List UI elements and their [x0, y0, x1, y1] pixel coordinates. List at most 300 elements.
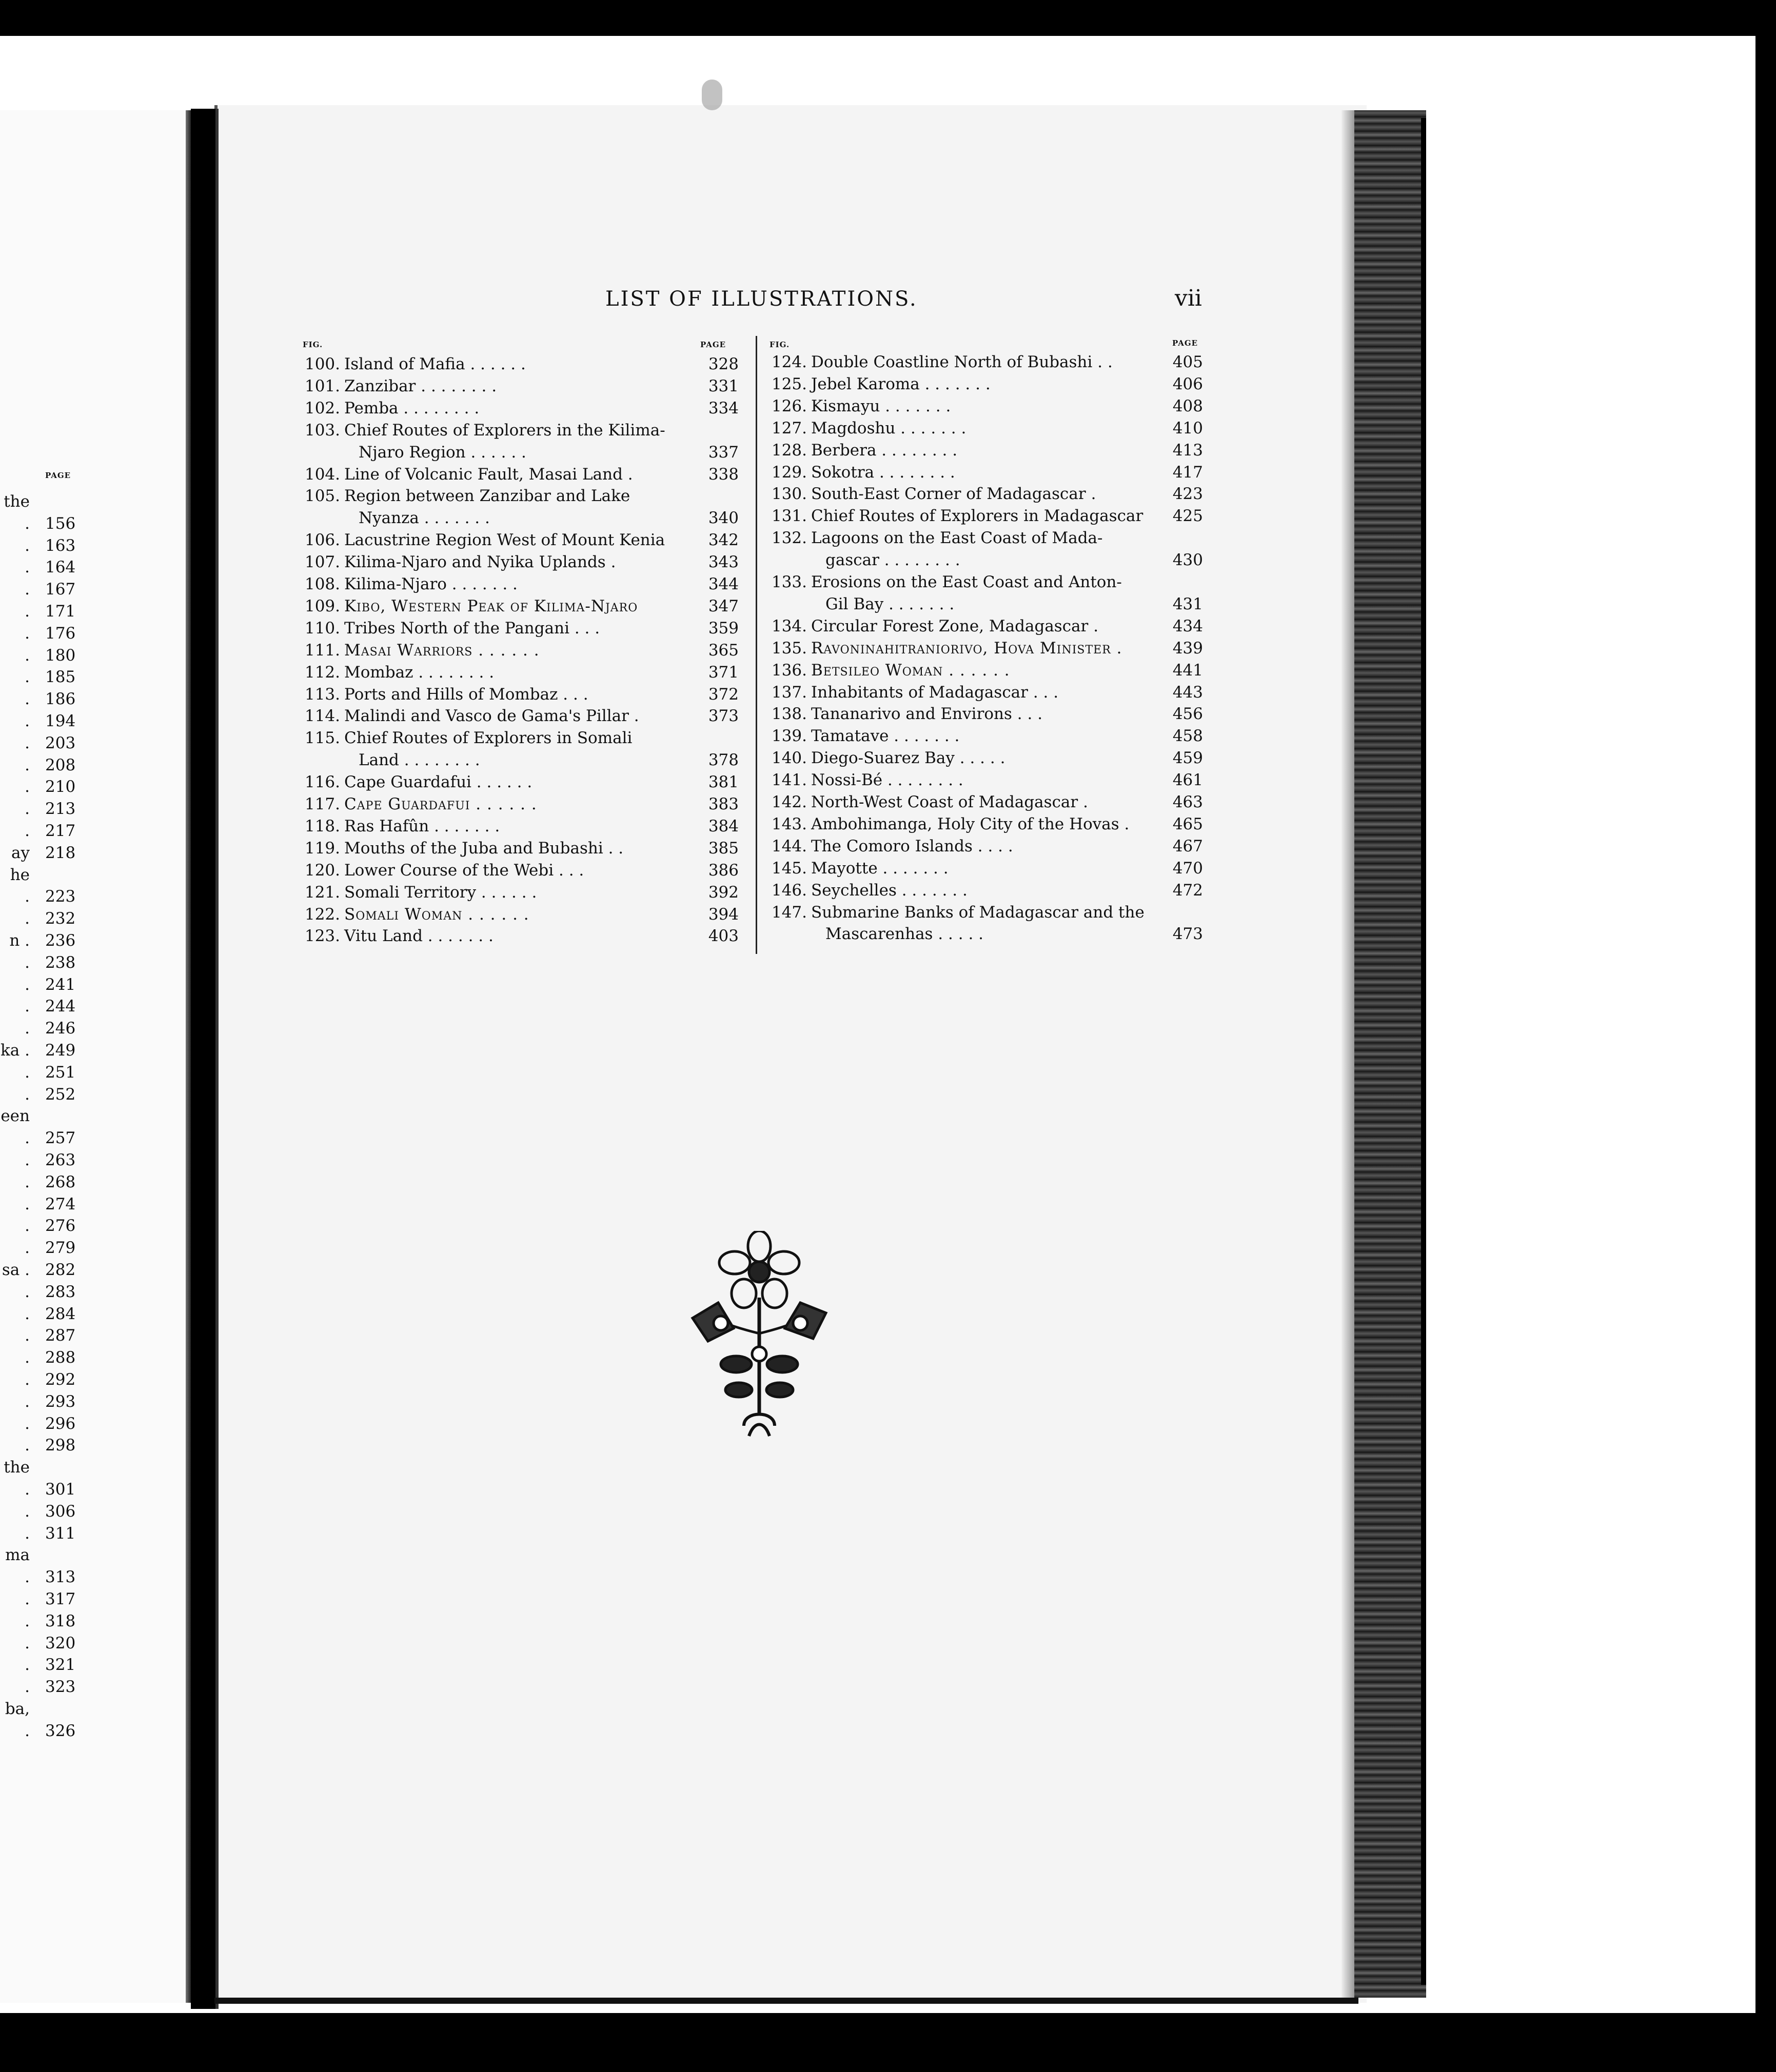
page-reference: 467 — [1172, 836, 1203, 855]
illustration-title: Line of Volcanic Fault, Masai Land . — [344, 465, 633, 484]
left-fragment-row-page: 217 — [45, 822, 76, 840]
illustration-entry — [300, 905, 739, 927]
left-fragment-row-page: 279 — [45, 1239, 76, 1258]
illustration-title: Ports and Hills of Mombaz . . . — [344, 685, 588, 704]
illustration-title: Inhabitants of Madagascar . . . — [811, 683, 1059, 702]
page-reference: 337 — [708, 443, 739, 462]
illustration-entry — [767, 463, 1203, 485]
figure-number: 145. — [771, 859, 807, 878]
illustration-title: Chief Routes of Explorers in Madagascar — [811, 507, 1143, 526]
figure-number: 120. — [304, 861, 340, 880]
illustration-entry — [767, 705, 1203, 726]
illustration-title: Pemba . . . . . . . . — [344, 399, 480, 417]
left-fragment-row-text: . — [25, 602, 30, 621]
figure-number: 144. — [771, 836, 807, 855]
illustration-title: Submarine Banks of Madagascar and the — [811, 903, 1144, 922]
figure-number: 104. — [304, 465, 340, 484]
illustration-title: Chief Routes of Explorers in Somali — [344, 729, 633, 748]
illustration-entry — [767, 397, 1203, 419]
left-fragment-row-text: the — [4, 1458, 30, 1477]
figure-number: 113. — [304, 685, 340, 704]
book-spine — [191, 109, 219, 2009]
figure-number: 126. — [771, 396, 807, 415]
page-reference: 430 — [1172, 551, 1203, 570]
illustration-title: Somali Woman . . . . . . — [344, 905, 529, 924]
left-fragment-row-text: n . — [9, 931, 30, 950]
left-fragment-row-page: 163 — [45, 536, 76, 555]
illustration-entry — [767, 617, 1203, 639]
illustration-title: Ravoninahitraniorivo, Hova Minister . — [811, 639, 1122, 658]
page-reference: 344 — [708, 575, 739, 593]
page-reference: 340 — [708, 509, 739, 528]
left-fragment-row-text: . — [25, 953, 30, 972]
figure-number: 122. — [304, 905, 340, 924]
column-divider — [756, 336, 757, 954]
figure-number: 124. — [771, 353, 807, 371]
illustration-entry — [300, 443, 739, 465]
illustration-entry — [300, 641, 739, 663]
figure-number: 142. — [771, 793, 807, 811]
page-reference: 406 — [1172, 374, 1203, 393]
left-fragment-row-page: 292 — [45, 1370, 76, 1389]
page-reference: 423 — [1172, 485, 1203, 504]
left-fragment-row-page: 210 — [45, 778, 76, 796]
figure-number: 102. — [304, 399, 340, 417]
left-fragment-row-text: een — [1, 1107, 30, 1126]
figure-number: 143. — [771, 814, 807, 833]
page-reference: 473 — [1172, 925, 1203, 944]
illustration-title: Malindi and Vasco de Gama's Pillar . — [344, 707, 639, 726]
figure-number: 121. — [304, 883, 340, 902]
illustration-entry — [300, 817, 739, 839]
left-fragment-row-text: . — [25, 1085, 30, 1104]
left-fragment-row-page: 288 — [45, 1348, 76, 1367]
left-fragment-row-page: 283 — [45, 1282, 76, 1301]
scan-border-top — [0, 0, 1776, 36]
left-fragment-row-text: . — [25, 1217, 30, 1236]
illustration-entry — [300, 773, 739, 794]
page-reference: 413 — [1172, 441, 1203, 460]
left-fragment-row-text: . — [25, 690, 30, 709]
figure-number: 117. — [304, 795, 340, 813]
illustration-entry — [767, 639, 1203, 661]
page-reference: 403 — [708, 927, 739, 946]
illustration-entry — [300, 927, 739, 948]
illustration-entry — [767, 551, 1203, 572]
figure-number: 106. — [304, 531, 340, 550]
left-fragment-row-page: 317 — [45, 1590, 76, 1608]
left-fragment-row-text: he — [10, 865, 30, 884]
illustration-entry — [767, 925, 1203, 946]
illustration-title: Kilima-Njaro . . . . . . . — [344, 575, 518, 593]
scan-border-bottom — [0, 2013, 1776, 2072]
left-fragment-page-header: PAGE — [45, 471, 71, 480]
illustration-title: Seychelles . . . . . . . — [811, 881, 968, 900]
left-fragment-row-text: . — [25, 1239, 30, 1258]
illustration-title: Berbera . . . . . . . . — [811, 441, 958, 460]
page-reference: 331 — [708, 376, 739, 395]
page-reference: 463 — [1172, 793, 1203, 811]
left-fragment-row-page: 298 — [45, 1436, 76, 1455]
page-reference: 434 — [1172, 616, 1203, 635]
illustration-title: Nyanza . . . . . . . — [359, 509, 490, 528]
illustration-title: Betsileo Woman . . . . . . — [811, 661, 1010, 680]
left-fragment-row-page: 203 — [45, 733, 76, 752]
left-fragment-row-page: 238 — [45, 953, 76, 972]
illustration-entry — [767, 419, 1203, 441]
left-fragment-row-text: . — [25, 1436, 30, 1455]
left-fragment-row-page: 213 — [45, 800, 76, 819]
left-fragment-row-page: 306 — [45, 1502, 76, 1521]
illustration-title: Magdoshu . . . . . . . — [811, 419, 966, 437]
left-fragment-row-text: . — [25, 997, 30, 1016]
scan-border-right — [1755, 0, 1776, 2072]
illustration-entry — [767, 353, 1203, 374]
page-reference: 347 — [708, 596, 739, 615]
illustration-title: gascar . . . . . . . . — [825, 551, 960, 570]
figure-number: 112. — [304, 663, 340, 682]
page-reference: 383 — [708, 795, 739, 813]
left-fragment-row-page: 156 — [45, 514, 76, 533]
illustration-entry — [767, 793, 1203, 814]
left-fragment-row-page: 246 — [45, 1019, 76, 1038]
left-fragment-row-text: . — [25, 514, 30, 533]
figure-number: 136. — [771, 661, 807, 680]
illustration-title: Vitu Land . . . . . . . — [344, 927, 494, 946]
illustration-entry — [767, 903, 1203, 925]
figure-number: 134. — [771, 616, 807, 635]
illustration-entry — [767, 727, 1203, 748]
illustration-title: South-East Corner of Madagascar . — [811, 485, 1096, 504]
illustration-entry — [767, 837, 1203, 859]
figure-number: 111. — [304, 641, 340, 660]
illustration-entry — [300, 751, 739, 772]
left-fragment-row-text: . — [25, 778, 30, 796]
left-fragment-row-page: 185 — [45, 668, 76, 687]
illustration-title: Zanzibar . . . . . . . . — [344, 376, 497, 395]
illustration-entry — [300, 575, 739, 596]
illustration-entry — [300, 399, 739, 421]
left-fragment-row-text: . — [25, 1611, 30, 1630]
left-fragment-row-text: . — [25, 1129, 30, 1148]
left-fragment-row-text: . — [25, 1348, 30, 1367]
left-fragment-row-page: 318 — [45, 1611, 76, 1630]
illustration-entry — [300, 883, 739, 905]
left-fragment-row-text: ma — [5, 1546, 30, 1565]
figure-number: 128. — [771, 441, 807, 460]
illustration-entry — [300, 377, 739, 399]
figure-number: 108. — [304, 575, 340, 593]
left-fragment-row-page: 249 — [45, 1041, 76, 1060]
left-fragment-row-text: ay — [11, 843, 30, 862]
illustration-entry — [300, 685, 739, 707]
illustration-entry — [767, 485, 1203, 506]
left-fragment-row-page: 268 — [45, 1172, 76, 1191]
illustration-title: Erosions on the East Coast and Anton- — [811, 573, 1122, 591]
illustration-entry — [300, 795, 739, 816]
illustration-entry — [300, 619, 739, 641]
illustration-title: Land . . . . . . . . — [359, 751, 480, 770]
page-reference: 472 — [1172, 881, 1203, 900]
left-fragment-row-text: . — [25, 1326, 30, 1345]
illustration-entry — [300, 553, 739, 574]
figure-number: 132. — [771, 529, 807, 548]
illustration-entry — [300, 597, 739, 619]
page-reference: 342 — [708, 531, 739, 550]
page-reference: 378 — [708, 751, 739, 770]
left-fragment-row-text: . — [25, 624, 30, 643]
illustration-title: Njaro Region . . . . . . — [359, 443, 526, 462]
figure-number: 130. — [771, 485, 807, 504]
left-fragment-row-page: 180 — [45, 646, 76, 665]
illustration-title: Tamatave . . . . . . . — [811, 727, 960, 746]
illustration-title: North-West Coast of Madagascar . — [811, 793, 1088, 811]
illustration-entry — [767, 815, 1203, 836]
left-fragment-row-text: . — [25, 755, 30, 774]
illustration-entry — [767, 529, 1203, 550]
illustration-title: Sokotra . . . . . . . . — [811, 463, 955, 482]
left-fragment-row-text: . — [25, 1019, 30, 1038]
figure-number: 119. — [304, 839, 340, 858]
left-fragment-row-page: 232 — [45, 909, 76, 928]
figure-number: 137. — [771, 683, 807, 702]
illustration-entry — [300, 421, 739, 443]
right-column-fig-header: FIG. — [769, 340, 790, 349]
running-title: LIST OF ILLUSTRATIONS. — [605, 287, 918, 311]
illustration-title: Cape Guardafui . . . . . . — [344, 773, 532, 792]
page-reference: 328 — [708, 355, 739, 373]
illustration-title: Island of Mafia . . . . . . — [344, 355, 526, 373]
illustration-title: Lacustrine Region West of Mount Kenia — [344, 531, 665, 550]
left-column-page-header: PAGE — [700, 340, 726, 349]
scan-smudge — [702, 79, 722, 110]
page-reference: 394 — [708, 905, 739, 924]
left-fragment-row-page: 176 — [45, 624, 76, 643]
illustration-title: Masai Warriors . . . . . . — [344, 641, 540, 660]
figure-number: 103. — [304, 421, 340, 440]
page-reference: 459 — [1172, 749, 1203, 768]
illustration-entry — [300, 861, 739, 883]
left-fragment-row-text: ka . — [1, 1041, 30, 1060]
left-fragment-row-text: . — [25, 887, 30, 906]
left-fragment-row-text: . — [25, 800, 30, 819]
left-fragment-row-text: ba, — [5, 1700, 30, 1718]
left-fragment-row-text: . — [25, 1172, 30, 1191]
left-fragment-row-page: 263 — [45, 1151, 76, 1169]
left-fragment-row-text: . — [25, 975, 30, 994]
left-fragment-row-page: 241 — [45, 975, 76, 994]
page-reference: 410 — [1172, 419, 1203, 437]
left-fragment-row-page: 252 — [45, 1085, 76, 1104]
page-reference: 386 — [708, 861, 739, 880]
figure-number: 116. — [304, 773, 340, 792]
illustration-entry — [767, 573, 1203, 594]
left-fragment-row-text: . — [25, 1282, 30, 1301]
page-reference: 456 — [1172, 705, 1203, 724]
illustration-entry — [767, 507, 1203, 528]
figure-number: 109. — [304, 596, 340, 615]
figure-number: 105. — [304, 487, 340, 506]
illustration-title: Mouths of the Juba and Bubashi . . — [344, 839, 624, 858]
left-fragment-row-page: 313 — [45, 1568, 76, 1587]
illustration-title: Cape Guardafui . . . . . . — [344, 795, 537, 813]
page-reference: 465 — [1172, 814, 1203, 833]
illustration-title: Mayotte . . . . . . . — [811, 859, 949, 878]
left-fragment-row-text: . — [25, 1678, 30, 1697]
illustration-entry — [300, 707, 739, 728]
figure-number: 147. — [771, 903, 807, 922]
left-fragment-row-page: 326 — [45, 1721, 76, 1740]
left-fragment-row-page: 311 — [45, 1524, 76, 1543]
left-fragment-row-text: . — [25, 1304, 30, 1323]
left-fragment-row-page: 208 — [45, 755, 76, 774]
left-fragment-row-page: 284 — [45, 1304, 76, 1323]
illustration-entry — [300, 509, 739, 530]
illustration-entry — [767, 375, 1203, 396]
left-fragment-row-page: 244 — [45, 997, 76, 1016]
page-reference: 441 — [1172, 661, 1203, 680]
figure-number: 125. — [771, 374, 807, 393]
left-column-fig-header: FIG. — [303, 340, 323, 349]
illustration-title: Double Coastline North of Bubashi . . — [811, 353, 1113, 371]
page-reference: 439 — [1172, 639, 1203, 658]
page-reference: 461 — [1172, 771, 1203, 790]
illustration-title: Lower Course of the Webi . . . — [344, 861, 584, 880]
figure-number: 129. — [771, 463, 807, 482]
illustration-title: Gil Bay . . . . . . . — [825, 594, 955, 613]
left-fragment-row-text: . — [25, 1414, 30, 1433]
page-reference: 359 — [708, 619, 739, 637]
page-reference: 405 — [1172, 353, 1203, 371]
illustration-title: The Comoro Islands . . . . — [811, 836, 1013, 855]
left-fragment-row-text: . — [25, 1633, 30, 1652]
right-column-page-header: PAGE — [1172, 338, 1198, 348]
left-fragment-row-text: . — [25, 1480, 30, 1499]
illustration-title: Ras Hafûn . . . . . . . — [344, 816, 500, 835]
left-fragment-row-page: 223 — [45, 887, 76, 906]
left-fragment-row-page: 257 — [45, 1129, 76, 1148]
page-reference: 417 — [1172, 463, 1203, 482]
page-reference: 392 — [708, 883, 739, 902]
page-stack-edge — [1354, 110, 1426, 1998]
illustration-title: Jebel Karoma . . . . . . . — [811, 374, 991, 393]
left-fragment-row-page: 167 — [45, 580, 76, 599]
left-fragment-row-page: 164 — [45, 558, 76, 577]
figure-number: 118. — [304, 816, 340, 835]
page-reference: 425 — [1172, 507, 1203, 526]
left-fragment-row-page: 236 — [45, 931, 76, 950]
illustration-entry — [767, 749, 1203, 770]
page-reference: 372 — [708, 685, 739, 704]
left-fragment-row-page: 301 — [45, 1480, 76, 1499]
left-fragment-row-text: . — [25, 1590, 30, 1608]
illustration-entry — [767, 859, 1203, 881]
left-fragment-row-text: . — [25, 1151, 30, 1169]
illustration-title: Region between Zanzibar and Lake — [344, 487, 630, 506]
left-fragment-row-text: . — [25, 646, 30, 665]
left-fragment-row-page: 321 — [45, 1656, 76, 1675]
page-reference: 343 — [708, 553, 739, 572]
left-fragment-row-page: 293 — [45, 1392, 76, 1411]
illustration-entry — [767, 661, 1203, 683]
page-reference: 338 — [708, 465, 739, 484]
illustration-title: Tananarivo and Environs . . . — [811, 705, 1043, 724]
illustration-title: Nossi-Bé . . . . . . . . — [811, 771, 963, 790]
illustration-entry — [300, 531, 739, 552]
illustration-entry — [767, 771, 1203, 792]
left-fragment-row-text: . — [25, 1194, 30, 1213]
left-fragment-row-page: 218 — [45, 843, 76, 862]
illustration-title: Mombaz . . . . . . . . — [344, 663, 495, 682]
page-reference: 373 — [708, 707, 739, 726]
page-number: vii — [1175, 285, 1202, 311]
left-fragment-row-text: . — [25, 1502, 30, 1521]
illustration-title: Diego-Suarez Bay . . . . . — [811, 749, 1005, 768]
figure-number: 135. — [771, 639, 807, 658]
left-fragment-row-text: the — [4, 492, 30, 511]
figure-number: 133. — [771, 573, 807, 591]
illustration-entry — [300, 729, 739, 750]
figure-number: 141. — [771, 771, 807, 790]
page-reference: 408 — [1172, 396, 1203, 415]
figure-number: 107. — [304, 553, 340, 572]
left-fragment-row-text: . — [25, 712, 30, 730]
left-fragment-row-text: . — [25, 1721, 30, 1740]
figure-number: 100. — [304, 355, 340, 373]
page-reference: 458 — [1172, 727, 1203, 746]
left-fragment-row-page: 282 — [45, 1261, 76, 1279]
illustration-entry — [300, 487, 739, 508]
figure-number: 115. — [304, 729, 340, 748]
figure-number: 140. — [771, 749, 807, 768]
left-fragment-row-page: 276 — [45, 1217, 76, 1236]
illustration-title: Ambohimanga, Holy City of the Hovas . — [811, 814, 1130, 833]
left-fragment-row-page: 296 — [45, 1414, 76, 1433]
left-fragment-row-page: 274 — [45, 1194, 76, 1213]
left-fragment-row-text: . — [25, 668, 30, 687]
figure-number: 139. — [771, 727, 807, 746]
figure-number: 131. — [771, 507, 807, 526]
illustration-entry — [300, 663, 739, 685]
illustration-title: Chief Routes of Explorers in the Kilima- — [344, 421, 665, 440]
illustration-title: Kilima-Njaro and Nyika Uplands . — [344, 553, 616, 572]
illustration-entry — [300, 839, 739, 861]
left-fragment-row-text: sa . — [2, 1261, 30, 1279]
page-reference: 470 — [1172, 859, 1203, 878]
page-reference: 443 — [1172, 683, 1203, 702]
figure-number: 127. — [771, 419, 807, 437]
page-reference: 371 — [708, 663, 739, 682]
figure-number: 110. — [304, 619, 340, 637]
page-stack-edge-dark — [1421, 118, 1426, 1985]
page-reference: 365 — [708, 641, 739, 660]
page-bottom-edge — [214, 1998, 1358, 2004]
left-fragment-row-page: 251 — [45, 1063, 76, 1082]
left-fragment-row-page: 287 — [45, 1326, 76, 1345]
figure-number: 101. — [304, 376, 340, 395]
page-reference: 334 — [708, 399, 739, 417]
left-fragment-row-text: . — [25, 580, 30, 599]
left-fragment-row-text: . — [25, 909, 30, 928]
left-fragment-row-page: 171 — [45, 602, 76, 621]
illustration-title: Kismayu . . . . . . . — [811, 396, 951, 415]
left-fragment-row-text: . — [25, 536, 30, 555]
left-fragment-row-page: 323 — [45, 1678, 76, 1697]
left-fragment-row-text: . — [25, 1568, 30, 1587]
left-fragment-row-text: . — [25, 822, 30, 840]
figure-number: 138. — [771, 705, 807, 724]
left-fragment-row-page: 320 — [45, 1633, 76, 1652]
